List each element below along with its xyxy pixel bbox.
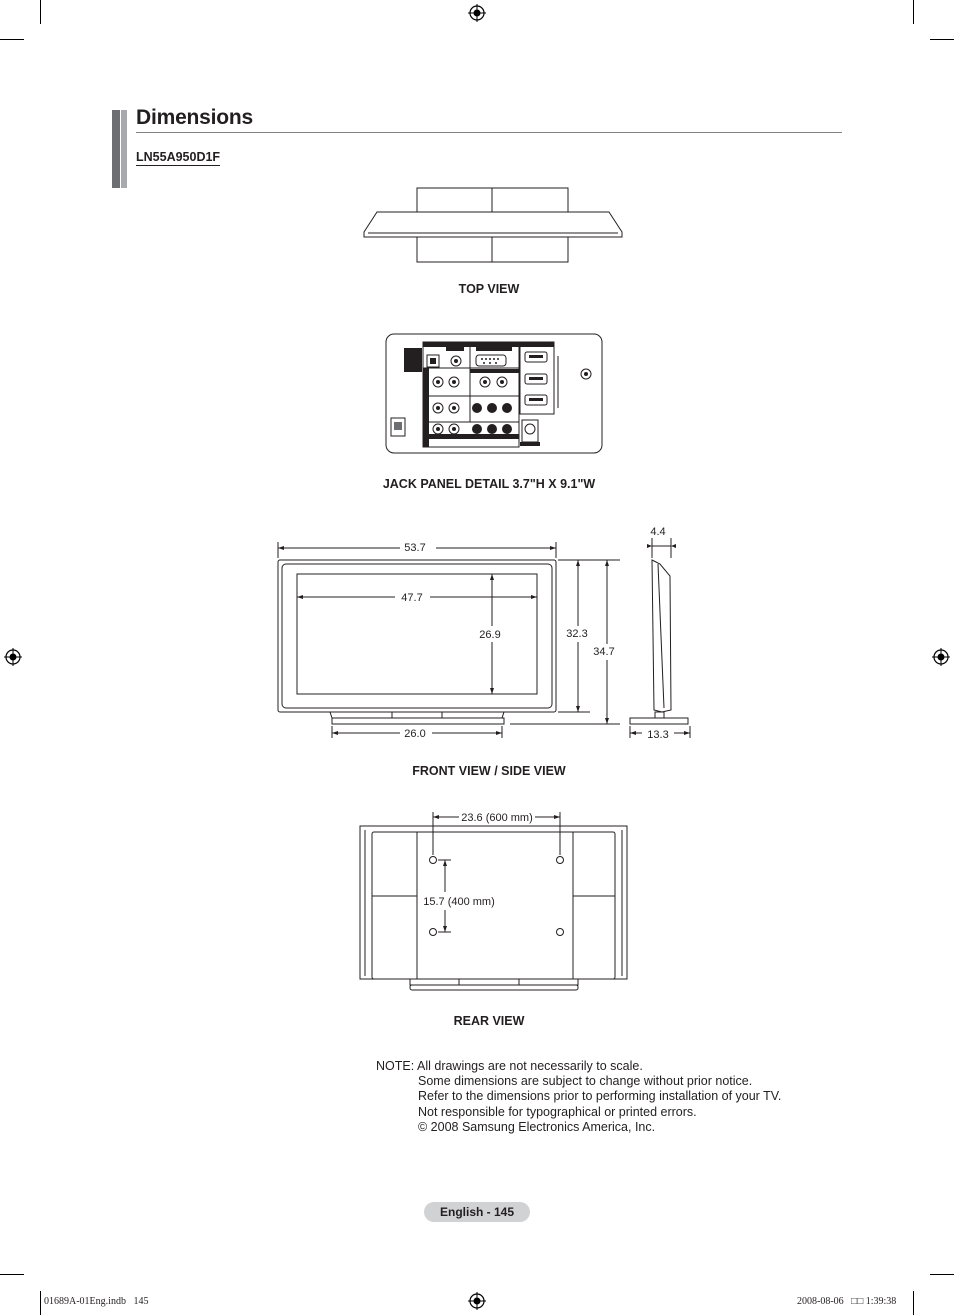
dim-vesa-height: 15.7 (400 mm) [423,896,495,908]
note-line: All drawings are not necessarily to scale. [417,1059,643,1073]
top-view-caption: TOP VIEW [458,282,520,296]
rear-view-drawing [355,808,635,998]
dim-stand-depth: 13.3 [647,729,669,741]
crop-mark [40,1291,41,1315]
registration-mark-icon [4,648,22,666]
dim-height-with-stand: 34.7 [593,646,615,658]
date-slug: 2008-08-06 □□ 1:39:38 [797,1296,897,1307]
title-rule [136,132,842,133]
jack-panel-caption: JACK PANEL DETAIL 3.7"H X 9.1"W [382,477,596,491]
registration-mark-icon [468,4,486,22]
dim-height-no-stand: 32.3 [566,628,588,640]
note-line: Refer to the dimensions prior to performing installation of your TV. [418,1089,782,1104]
dim-vesa-width: 23.6 (600 mm) [461,812,533,824]
rear-view-caption: REAR VIEW [453,1014,525,1028]
page-number-badge: English - 145 [424,1202,530,1222]
crop-mark [0,1274,24,1275]
crop-mark [930,1274,954,1275]
model-number: LN55A950D1F [136,150,221,164]
file-slug: 01689A-01Eng.indb 145 [44,1296,149,1307]
dim-depth: 4.4 [650,526,666,538]
crop-mark [930,39,954,40]
dim-stand-width: 26.0 [404,728,426,740]
front-side-view-drawing [270,520,700,745]
top-view-drawing [360,185,626,267]
dim-screen-width: 47.7 [401,592,423,604]
jack-panel-drawing [380,328,606,458]
note-block [376,1059,781,1135]
crop-mark [40,0,41,24]
registration-mark-icon [468,1292,486,1310]
registration-mark-icon [932,648,950,666]
dim-overall-width: 53.7 [404,542,426,554]
note-line: Some dimensions are subject to change without prior notice. [418,1074,753,1089]
header-bar-dark [112,110,120,188]
note-line: © 2008 Samsung Electronics America, Inc. [418,1119,656,1134]
crop-mark [913,0,914,24]
crop-mark [0,39,24,40]
crop-mark [913,1291,914,1315]
dim-screen-height: 26.9 [479,629,501,641]
note-lead: NOTE: [376,1059,415,1073]
note-line: Not responsible for typographical or printed errors. [418,1104,697,1119]
front-side-caption: FRONT VIEW / SIDE VIEW [412,764,566,778]
page-title: Dimensions [136,106,254,129]
header-bar-light [121,110,127,188]
